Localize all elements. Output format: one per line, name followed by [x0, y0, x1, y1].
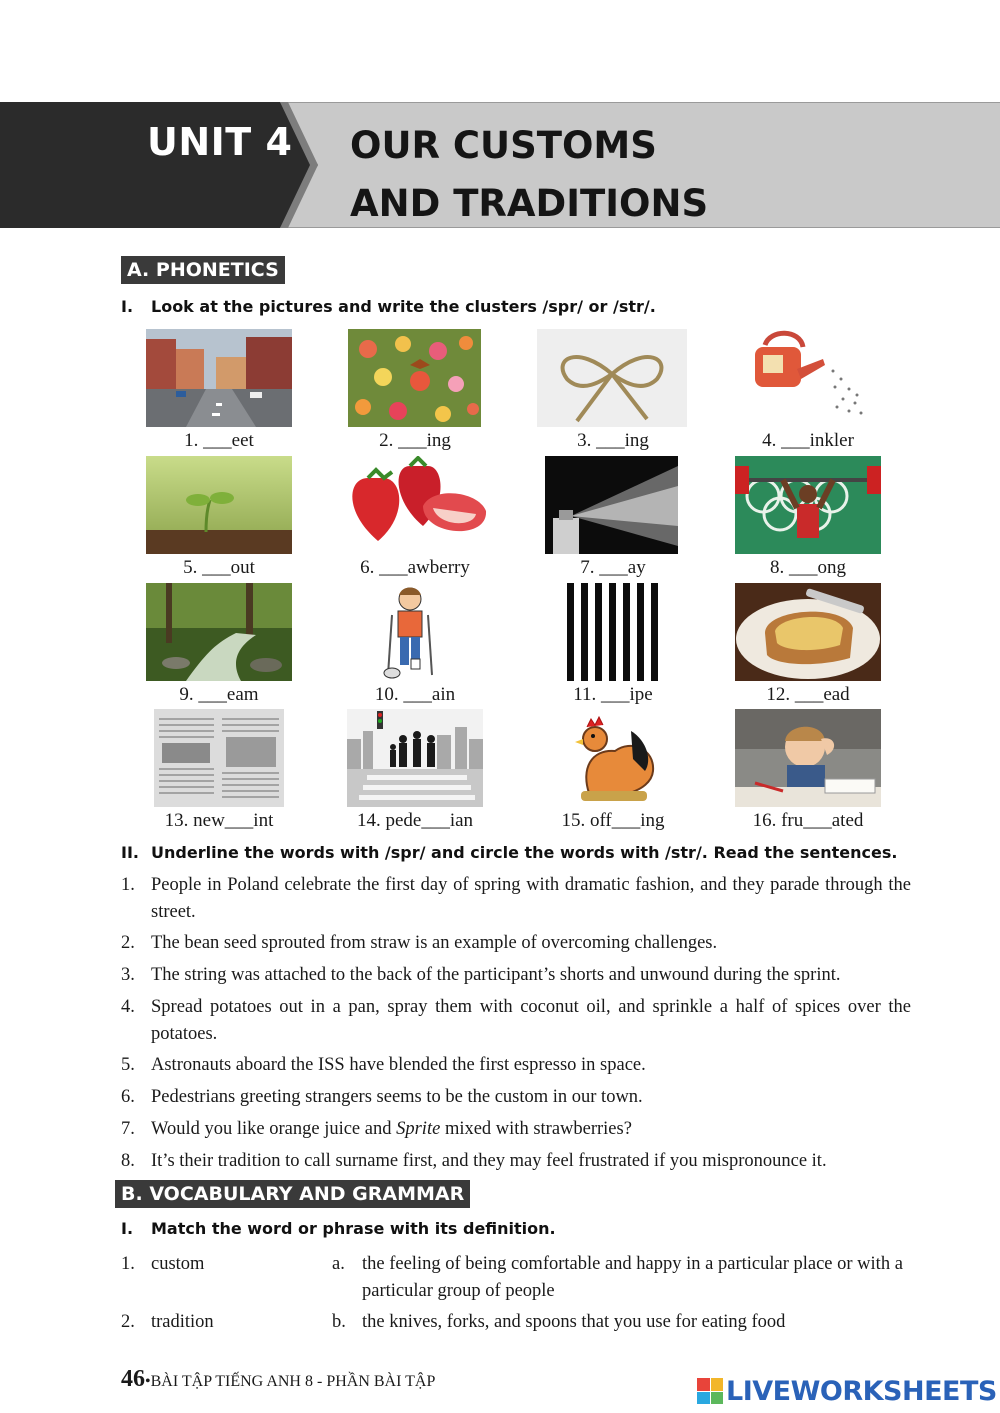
book-title: BÀI TẬP TIẾNG ANH 8 - PHẦN BÀI TẬP: [150, 1373, 436, 1390]
sentence-number: 5.: [121, 1055, 135, 1075]
sentence-text-post: mixed with strawberries?: [440, 1119, 632, 1139]
picture-caption: 12. ___ead: [766, 684, 850, 705]
picture-caption: 8. ___ong: [770, 557, 846, 578]
match-number: 2.: [121, 1312, 135, 1332]
sentence-text: People in Poland celebrate the first day of spring with dramatic fashion, and they parade through the street.: [151, 875, 911, 922]
sentence-item: [121, 930, 911, 957]
spread-toast-picture: [735, 583, 881, 681]
sentence-item: [121, 872, 911, 926]
unit-title-line2: AND TRADITIONS: [350, 182, 709, 225]
sentence-item: [121, 1148, 911, 1175]
picture-caption: 14. pede___ian: [356, 810, 474, 831]
picture-caption: 13. new___int: [164, 810, 274, 831]
pedestrian-crossing-picture: [347, 709, 483, 807]
section-b-heading: B. VOCABULARY AND GRAMMAR: [115, 1180, 470, 1208]
task-number: II.: [121, 843, 139, 862]
newsprint-picture: [154, 709, 284, 807]
liveworksheets-icon: [697, 1378, 723, 1404]
picture-caption: 6. ___awberry: [360, 557, 470, 578]
match-definition: the feeling of being comfortable and happy in a particular place or with a particular group of people: [362, 1254, 903, 1301]
task-text: Match the word or phrase with its definition.: [151, 1219, 556, 1238]
picture-caption: 4. ___inkler: [762, 430, 854, 451]
picture-caption: 3. ___ing: [577, 430, 649, 451]
liveworksheets-logo[interactable]: [697, 1376, 997, 1406]
frustrated-boy-picture: [735, 709, 881, 807]
sprout-picture: [146, 456, 292, 554]
street-picture: [146, 329, 292, 427]
hen-offspring-picture: [571, 709, 657, 807]
match-letter: b.: [332, 1312, 346, 1332]
task-a2-instruction: [121, 843, 897, 862]
liveworksheets-text: LIVEWORKSHEETS: [726, 1375, 997, 1407]
stream-picture: [146, 583, 292, 681]
sentence-item: [121, 962, 911, 989]
task-b1-instruction: [121, 1219, 556, 1238]
picture-caption: 11. ___ipe: [573, 684, 653, 705]
stripes-picture: [567, 583, 659, 681]
sentence-number: 1.: [121, 875, 135, 895]
match-word: tradition: [151, 1312, 214, 1332]
sentence-item: [121, 994, 911, 1048]
weightlifter-picture: [735, 456, 881, 554]
sentence-number: 7.: [121, 1119, 135, 1139]
spring-flowers-picture: [348, 329, 481, 427]
sentence-item: [121, 1084, 911, 1111]
picture-caption: 10. ___ain: [374, 684, 456, 705]
sentence-number: 6.: [121, 1087, 135, 1107]
picture-caption: 7. ___ay: [580, 557, 646, 578]
sprain-boy-picture: [378, 583, 443, 681]
picture-caption: 16. fru___ated: [752, 810, 864, 831]
sentence-text: It’s their tradition to call surname first, and they may feel frustrated if you mispronounce it.: [151, 1151, 827, 1171]
sentence-text: The string was attached to the back of the participant’s shorts and unwound during the sprint.: [151, 965, 841, 985]
match-number: 1.: [121, 1254, 135, 1274]
sentence-text-pre: Would you like orange juice and: [151, 1119, 397, 1139]
sentence-text: Spread potatoes out in a pan, spray them with coconut oil, and sprinkle a half of spices over the potatoes.: [151, 997, 911, 1044]
match-word: custom: [151, 1254, 205, 1274]
unit-banner: [0, 102, 1000, 228]
sentence-item: [121, 1052, 911, 1079]
sentence-number: 8.: [121, 1151, 135, 1171]
match-definition: the knives, forks, and spoons that you use for eating food: [362, 1312, 786, 1332]
spray-picture: [545, 456, 678, 554]
picture-caption: 15. off___ing: [561, 810, 665, 831]
page-footer: [121, 1366, 435, 1393]
match-letter: a.: [332, 1254, 345, 1274]
page-number: 46: [121, 1366, 145, 1392]
unit-title-line1: OUR CUSTOMS: [350, 124, 657, 167]
sprinkler-can-picture: [745, 329, 869, 427]
task-text: Look at the pictures and write the clusters /spr/ or /str/.: [151, 297, 656, 316]
sentence-text: [151, 1116, 911, 1143]
sentence-text: The bean seed sprouted from straw is an example of overcoming challenges.: [151, 933, 718, 953]
task-number: I.: [121, 1219, 134, 1238]
sentence-text-italic: Sprite: [396, 1119, 441, 1139]
unit-label: UNIT 4: [147, 120, 293, 164]
sentence-number: 4.: [121, 997, 135, 1017]
unit-title: [350, 117, 708, 233]
picture-caption: 5. ___out: [183, 557, 255, 578]
task-a1-instruction: [121, 297, 656, 316]
task-text: Underline the words with /spr/ and circle the words with /str/. Read the sentences.: [151, 843, 898, 862]
section-a-heading: A. PHONETICS: [121, 256, 285, 284]
picture-caption: 9. ___eam: [179, 684, 259, 705]
sentence-number: 2.: [121, 933, 135, 953]
sentence-text: Pedestrians greeting strangers seems to be the custom in our town.: [151, 1087, 643, 1107]
picture-caption: 1. ___eet: [184, 430, 254, 451]
sentence-item: [121, 1116, 911, 1143]
sentence-text: Astronauts aboard the ISS have blended the first espresso in space.: [151, 1055, 646, 1075]
strawberry-picture: [338, 456, 492, 554]
task-number: I.: [121, 297, 134, 316]
string-bow-picture: [537, 329, 687, 427]
footer-bullet: •: [145, 1373, 151, 1390]
sentence-number: 3.: [121, 965, 135, 985]
picture-caption: 2. ___ing: [379, 430, 451, 451]
